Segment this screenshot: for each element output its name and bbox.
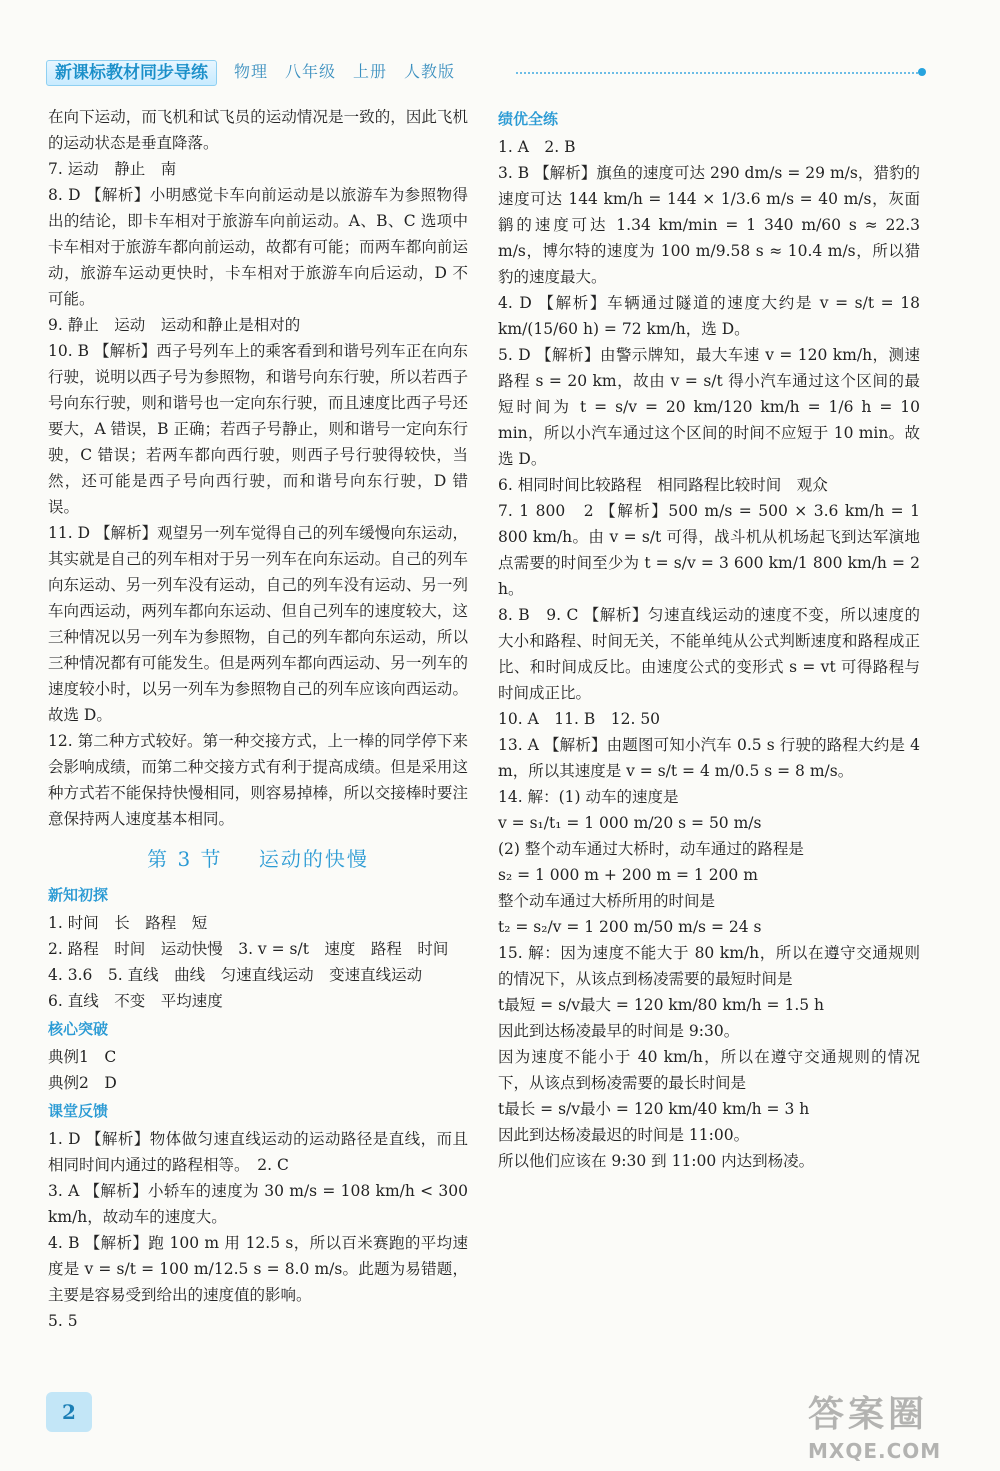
section-heading: 课堂反馈	[48, 1102, 109, 1120]
page-number: 2	[46, 1392, 92, 1432]
answer-line: 所以他们应该在 9:30 到 11:00 内达到杨凌。	[498, 1152, 815, 1170]
answer-line: 在向下运动，而飞机和试飞员的运动情况是一致的，因此飞机的运动状态是垂直降落。	[48, 108, 468, 152]
subject-grade-info: 物理 八年级 上册 人教版	[234, 62, 456, 81]
answer-line: 4. 3.6 5. 直线 曲线 匀速直线运动 变速直线运动	[48, 966, 423, 984]
answer-line: 3. B 【解析】旗鱼的速度可达 290 dm/s = 29 m/s，猎豹的速度可达 144 km/h = 144 × 1/3.6 m/s = 40 m/s，灰面鹟的速度可达 1.34 km/min = 1 340 m/60 s ≈ 22.3 m/s，博尔特的速度为 100 m/9.58 s ≈ 10.4 m/s，所以猎豹的速度最大。	[498, 164, 920, 286]
right-column	[498, 104, 920, 1174]
answer-line: 7. 运动 静止 南	[48, 160, 177, 178]
answer-line: 7. 1 800 2 【解析】500 m/s = 500 × 3.6 km/h = 1 800 km/h。由 v = s/t 可得，战斗机从机场起飞到达军演地点需要的时间至少为 t = s/v = 3 600 km/1 800 km/h = 2 h。	[498, 502, 920, 598]
section-heading: 核心突破	[48, 1020, 109, 1038]
chapter-number: 第 3 节	[147, 847, 223, 871]
answer-line: 11. D 【解析】观望另一列车觉得自己的列车缓慢向东运动，其实就是自己的列车相对于另一列车在向东运动。自己的列车向东运动、另一列车没有运动，自己的列车没有运动、另一列车向西运动，两列车都向东运动、但自己列车的速度较大，这三种情况以另一列车为参照物，自己的列车都向东运动，所以三种情况都有可能发生。但是两列车都向西运动、另一列车的速度较小时，以另一列车为参照物自己的列车应该向西运动。故选 D。	[48, 524, 468, 724]
answer-line: 13. A 【解析】由题图可知小汽车 0.5 s 行驶的路程大约是 4 m，所以其速度是 v = s/t = 4 m/0.5 s = 8 m/s。	[498, 736, 920, 780]
answer-line: 3. A 【解析】小轿车的速度为 30 m/s = 108 km/h < 300 km/h，故动车的速度大。	[48, 1182, 468, 1226]
watermark-url: MXQE.COM	[808, 1439, 942, 1463]
answer-line: 14. 解：(1) 动车的速度是	[498, 788, 679, 806]
answer-line: 5. 5	[48, 1312, 78, 1330]
watermark-logo	[808, 1386, 984, 1463]
answer-line: 4. B 【解析】跑 100 m 用 12.5 s，所以百米赛跑的平均速度是 v = s/t = 100 m/12.5 s = 8.0 m/s。此题为易错题，主要是容易受到给出的速度值的影响。	[48, 1234, 468, 1304]
formula-line: s₂ = 1 000 m + 200 m = 1 200 m	[498, 866, 758, 884]
formula-line: v = s₁/t₁ = 1 000 m/20 s = 50 m/s	[498, 814, 762, 832]
section-heading: 绩优全练	[498, 110, 559, 128]
answer-line: 15. 解：因为速度不能大于 80 km/h，所以在遵守交通规则的情况下，从该点到杨凌需要的最短时间是	[498, 944, 920, 988]
chapter-heading	[48, 846, 468, 872]
answer-line: 5. D 【解析】由警示牌知，最大车速 v = 120 km/h，测速路程 s = 20 km，故由 v = s/t 得小汽车通过这个区间的最短时间为 t = s/v = 20 km/120 km/h = 1/6 h = 10 min，所以小汽车通过这个区间的时间不应短于 10 min。故选 D。	[498, 346, 920, 468]
answer-line: 1. D 【解析】物体做匀速直线运动的运动路径是直线，而且相同时间内通过的路程相等。 2. C	[48, 1130, 468, 1174]
chapter-title: 运动的快慢	[258, 847, 369, 871]
series-title: 新课标教材同步导练	[46, 60, 217, 86]
header-dot-icon	[918, 68, 926, 76]
formula-line: t₂ = s₂/v = 1 200 m/50 m/s = 24 s	[498, 918, 762, 936]
answer-line: 10. A 11. B 12. 50	[498, 710, 661, 728]
answer-line: 9. 静止 运动 运动和静止是相对的	[48, 316, 301, 334]
answer-line: 10. B 【解析】西子号列车上的乘客看到和谐号列车正在向东行驶，说明以西子号为参照物，和谐号向东行驶，所以若西子号向东行驶，则和谐号也一定向东行驶，而且速度比西子号还要大，A 错误，B 正确；若西子号静止，则和谐号一定向东行驶，C 错误；若两车都向西行驶，则西子号行驶得较快，当然，还可能是西子号向西行驶，而和谐号向东行驶，D 错误。	[48, 342, 468, 516]
left-column	[48, 104, 468, 1334]
answer-line: 典例1 C	[48, 1048, 117, 1066]
answer-line: 6. 直线 不变 平均速度	[48, 992, 223, 1010]
watermark-text: 答案圈	[808, 1394, 929, 1435]
answer-line: 4. D 【解析】车辆通过隧道的速度大约是 v = s/t = 18 km/(15/60 h) = 72 km/h，选 D。	[498, 294, 920, 338]
formula-line: t最长 = s/v最小 = 120 km/40 km/h = 3 h	[498, 1100, 810, 1118]
page-header	[46, 60, 926, 86]
formula-line: t最短 = s/v最大 = 120 km/80 km/h = 1.5 h	[498, 996, 825, 1014]
answer-line: 12. 第二种方式较好。第一种交接方式，上一棒的同学停下来会影响成绩，而第二种交接方式有利于提高成绩。但是采用这种方式若不能保持快慢相同，则容易掉棒，所以交接棒时要注意保持两人速度基本相同。	[48, 732, 468, 828]
answer-line: 因此到达杨凌最迟的时间是 11:00。	[498, 1126, 750, 1144]
answer-line: 6. 相同时间比较路程 相同路程比较时间 观众	[498, 476, 828, 494]
answer-line: 2. 路程 时间 运动快慢 3. v = s/t 速度 路程 时间	[48, 940, 449, 958]
answer-line: 1. A 2. B	[498, 138, 576, 156]
answer-line: 因为速度不能小于 40 km/h，所以在遵守交通规则的情况下，从该点到杨凌需要的最长时间是	[498, 1048, 920, 1092]
answer-line: 因此到达杨凌最早的时间是 9:30。	[498, 1022, 740, 1040]
header-divider	[516, 72, 918, 74]
answer-line: 8. D 【解析】小明感觉卡车向前运动是以旅游车为参照物得出的结论，即卡车相对于旅游车向前运动。A、B、C 选项中卡车相对于旅游车都向前运动，故都有可能；而两车都向前运动，旅游车运动更快时，卡车相对于旅游车向后运动，D 不可能。	[48, 186, 468, 308]
answer-line: 典例2 D	[48, 1074, 117, 1092]
answer-line: 整个动车通过大桥所用的时间是	[498, 892, 716, 910]
section-heading: 新知初探	[48, 886, 109, 904]
answer-line: 1. 时间 长 路程 短	[48, 914, 208, 932]
answer-line: (2) 整个动车通过大桥时，动车通过的路程是	[498, 840, 804, 858]
answer-line: 8. B 9. C 【解析】匀速直线运动的速度不变，所以速度的大小和路程、时间无关，不能单纯从公式判断速度和路程成正比、和时间成反比。由速度公式的变形式 s = vt 可得路程与时间成正比。	[498, 606, 920, 702]
